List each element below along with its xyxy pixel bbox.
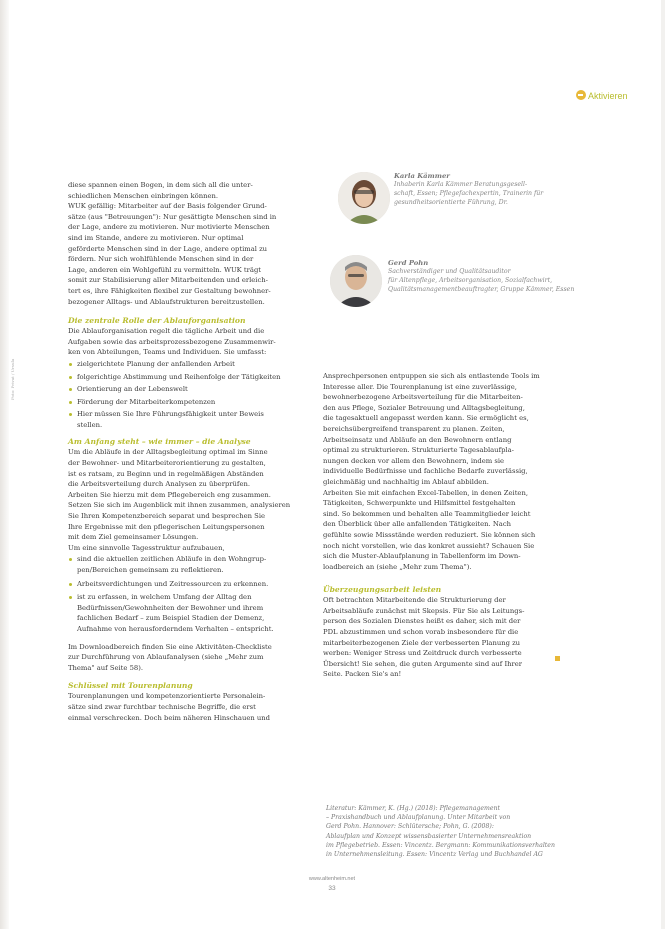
list-item: folgerichtige Abstimmung und Reihenfolge der Tätigkeiten <box>68 372 310 383</box>
author-name: Karla Kämmer <box>394 172 450 180</box>
footer-url: www.altenheim.net <box>308 876 356 882</box>
bullet-list-1 <box>68 359 310 431</box>
scan-shadow-right <box>661 0 665 929</box>
activate-icon <box>576 90 586 100</box>
list-item: zielgerichtete Planung der anfallenden Arbeit <box>68 359 310 370</box>
bullet-list-2 <box>68 554 310 634</box>
author-name: Gerd Pohn <box>388 259 429 267</box>
list-item: sind die aktuellen zeitlichen Abläufe in den Wohngrup- pen/Bereichen gemeinsam zu reflektieren. <box>68 554 310 575</box>
ablauf-paragraph: Die Ablauforganisation regelt die tägliche Arbeit und die Aufgaben sowie das arbeitsprozessbezogene Zusammenwir- ken von Abteilungen, Teams und Individuen. Sie umfasst: <box>68 327 276 357</box>
author-photo-pohn <box>330 255 382 307</box>
footer <box>232 876 432 892</box>
left-column <box>68 180 310 723</box>
list-item-continuation: stellen. <box>77 420 103 429</box>
list-item: ist zu erfassen, in welchem Umfang der Alltag den Bedürfnissen/Gewohnheiten der Bewohner und ihrem fachlichen Bedarf – zum Beispiel Stadien der Demenz, Aufnahme von herausforderndem Verhalten – entspricht. <box>68 592 310 634</box>
intro-paragraph: diese spannen einen Bogen, in dem sich all die unter- schiedlichen Menschen einbringen können. WUK gefällig: Mitarbeiter auf der Basis folgender Grund- sätze (aus "Betreuungen"): Nur gesättigte Menschen sind in der Lage, andere zu motivieren. Nur motivierte Menschen sind im Stande, andere zu motivieren. Nur optimal geförderte Menschen sind in der Lage, andere optimal zu fördern. Nur sich wohlfühlende Menschen sind in der Lage, anderen ein Wohlgefühl zu vermitteln. WUK trägt somit zur Stabilisierung aller Mitarbeitenden und erleich- tert es, ihre Fähigkeiten flexibel zur Gestaltung bewohner- bezogener Alltags- und Ablaufstrukturen bereitzustellen. <box>68 181 277 306</box>
side-credit: Foto: Privat / Ursula <box>10 358 15 400</box>
list-item: Förderung der Mitarbeiterkompetenzen <box>68 397 310 408</box>
section-tag-label: Aktivieren <box>588 91 628 101</box>
list-item: Orientierung an der Lebenswelt <box>68 384 310 395</box>
touren-paragraph-cont: Ansprechpersonen entpuppen sie sich als entlastende Tools im Interesse aller. Die Tourenplanung ist eine zuverlässige, bewohnerbezogene Arbeitsverteilung für die Mitarbeiten- den aus Pflege, Sozialer Betreuung und Alltagsbegleitung, die tagesaktuell angepasst werden kann. Sie ermöglicht es, bereichsübergreifend transparent zu planen. Zeiten, Arbeitseinsatz und Abläufe an den Bewohnern entlang optimal zu strukturieren. Strukturierte Tagesablaufpla- nungen decken vor allem den Bewohnern, indem sie individuelle Bedürfnisse und fachliche Bedarfe zuverlässig, gleichmäßig und nachhaltig im Ablauf abbilden. Arbeiten Sie mit einfachen Excel-Tabellen, in denen Zeiten, Tätigkeiten, Schwerpunkte und Hilfsmittel festgehalten sind. So bekommen und behalten alle Teammitglieder leicht den Überblick über alle anfallenden Tätigkeiten. Nach gefühlte sowie Missstände werden reduziert. Sie können sich noch nicht vorstellen, wie das konkret aussieht? Schauen Sie sich die Muster-Ablaufplanung in Tabellenform im Down- loadbereich an (siehe „Mehr zum Thema"). <box>323 372 540 571</box>
end-mark <box>555 656 560 661</box>
right-column <box>323 371 573 680</box>
heading-ablauforganisation: Die zentrale Rolle der Ablauforganisation <box>68 316 246 326</box>
touren-paragraph: Tourenplanungen und kompetenzorientierte Personalein- sätze sind zwar furchtbar technische Begriffe, die erst einmal verschrecken. Doch beim näheren Hinschauen und <box>68 692 271 722</box>
heading-ueberzeugung: Überzeugungsarbeit leisten <box>323 585 442 595</box>
page-number: 33 <box>328 885 336 892</box>
heading-tourenplanung: Schlüssel mit Tourenplanung <box>68 681 193 691</box>
list-item: Hier müssen Sie Ihre Führungsfähigkeit unter Beweis <box>68 409 310 420</box>
author-photo-kaemmer <box>338 172 390 224</box>
download-paragraph: Im Downloadbereich finden Sie eine Aktivitäten-Checkliste zur Durchführung von Ablaufanalysen (siehe „Mehr zum Thema" auf Seite 58). <box>68 642 272 672</box>
author-bio: Inhaberin Karla Kämmer Beratungsgesell- schaft, Essen; Pflegefachexpertin, Trainerin für gesundheitsorientierte Führung, Dr. <box>394 181 544 206</box>
portrait-icon <box>330 255 382 307</box>
references: Literatur: Kämmer, K. (Hg.) (2018): Pflegemanagement – Praxishandbuch und Ablaufplanung. Unter Mitarbeit von Gerd Pohn. Hannover: Schlütersche; Pohn, G. (2008): Ablaufplan und Konzept wissensbasierter Unternehmensreaktion im Pflegebetrieb. Essen: Vincentz. Bergmann: Kommunikationsverhalten in Unternehmensleitung. Essen: Vincentz Verlag und Buchhandel AG <box>326 805 555 859</box>
list-item: Arbeitsverdichtungen und Zeitressourcen zu erkennen. <box>68 579 310 590</box>
ueberzeugung-paragraph: Oft betrachten Mitarbeitende die Strukturierung der Arbeitsabläufe zunächst mit Skepsis. Für Sie als Leitungs- person des Sozialen Dienstes heißt es daher, sich mit der PDL abzustimmen und schon vorab insbesondere für die mitarbeiterbezogenen Ziele der verbesserten Planung zu werben: Weniger Stress und Zeitdruck durch verbesserte Übersicht! Sie sehen, die guten Argumente sind auf Ihrer Seite. Packen Sie's an! <box>323 596 525 679</box>
analyse-paragraph: Um die Abläufe in der Alltagsbegleitung optimal im Sinne der Bewohner- und Mitarbeiterorientierung zu gestalten, ist es ratsam, zu Beginn und in regelmäßigen Abständen die Arbeitsverteilung durch Analysen zu überprüfen. Arbeiten Sie hierzu mit dem Pflegebereich eng zusammen. Setzen Sie sich im Augenblick mit ihnen zusammen, analysieren Sie Ihren Kompetenzbereich separat und besprechen Sie Ihre Ergebnisse mit den pflegerischen Leitungspersonen mit dem Ziel gemeinsamer Lösungen. Um eine sinnvolle Tagesstruktur aufzubauen, <box>68 448 291 552</box>
scan-shadow-left <box>0 0 9 929</box>
heading-analyse: Am Anfang steht – wie immer – die Analyse <box>68 437 251 447</box>
section-tag <box>576 90 628 101</box>
author-bio: Sachverständiger und Qualitätsauditor für Altenpflege, Arbeitsorganisation, Sozialfachwirt, Qualitätsmanagementbeauftragter, Gruppe Kämmer, Essen <box>388 268 575 293</box>
portrait-icon <box>338 172 390 224</box>
